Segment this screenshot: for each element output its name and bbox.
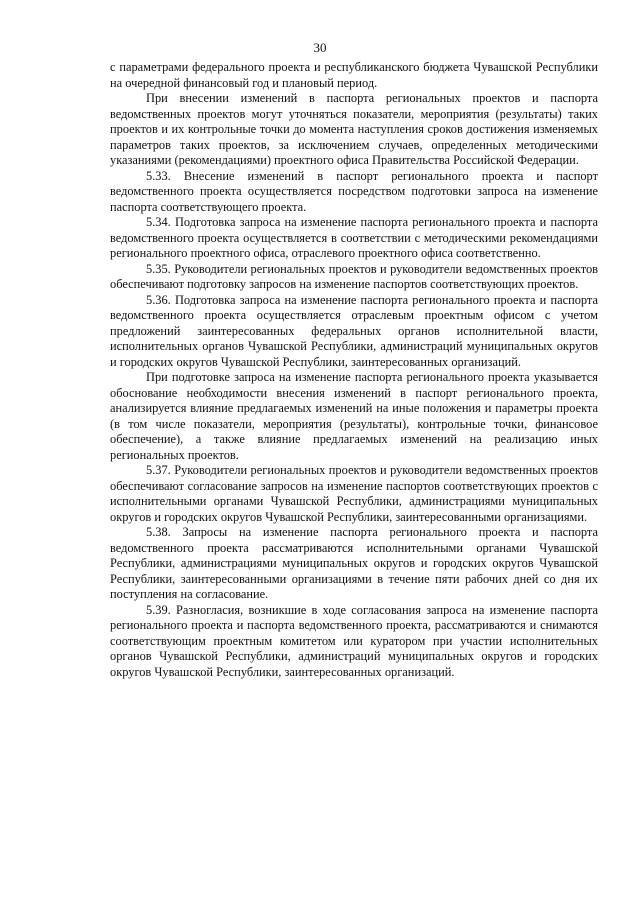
paragraph-passport-changes: При внесении изменений в паспорта региональных проектов и паспорта ведомственных проектов могут уточняться показатели, мероприятия (результаты) таких проектов и их контрольные точки до момента наступления сроков достижения изменяемых параметров таких проектов, за исключением случаев, определенных методическими указаниями (рекомендациями) проектного офиса Правительства Российской Федерации. bbox=[110, 91, 598, 167]
document-body bbox=[110, 60, 598, 680]
paragraph-continuation: с параметрами федерального проекта и республиканского бюджета Чувашской Республики на очередной финансовый год и плановый период. bbox=[110, 60, 598, 90]
page-number: 30 bbox=[313, 40, 327, 55]
paragraph-5-34: 5.34. Подготовка запроса на изменение паспорта регионального проекта и паспорта ведомственного проекта осуществляется в соответствии с методическими рекомендациями регионального проектного офиса, отраслевого проектного офиса соответственно. bbox=[110, 215, 598, 260]
paragraph-5-37: 5.37. Руководители региональных проектов и руководители ведомственных проектов обеспечивают согласование запросов на изменение паспортов соответствующих проектов с исполнительными органами Чувашской Республики, администрациями муниципальных округов и городских округов Чувашской Республики, заинтересованными организациями. bbox=[110, 463, 598, 524]
paragraph-5-35: 5.35. Руководители региональных проектов и руководители ведомственных проектов обеспечивают подготовку запросов на изменение паспортов соответствующих проектов. bbox=[110, 261, 598, 291]
paragraph-5-39: 5.39. Разногласия, возникшие в ходе согласования запроса на изменение паспорта регионального проекта и паспорта ведомственного проекта, рассматриваются и снимаются соответствующим проектным комитетом или куратором при участии исполнительных органов Чувашской Республики, администраций муниципальных округов и городских округов Чувашской Республики, заинтересованных организаций. bbox=[110, 602, 598, 679]
paragraph-5-38: 5.38. Запросы на изменение паспорта регионального проекта и паспорта ведомственного проекта рассматриваются исполнительными органами Чувашской Республики, администрациями муниципальных округов и городских округов Чувашской Республики, заинтересованными организациями в течение пяти рабочих дней со дня их поступления на согласование. bbox=[110, 525, 598, 601]
paragraph-5-36: 5.36. Подготовка запроса на изменение паспорта регионального проекта и паспорта ведомственного проекта осуществляется отраслевым проектным офисом с учетом предложений заинтересованных федеральных органов исполнительной власти, исполнительных органов Чувашской Республики, администраций муниципальных округов и городских округов Чувашской Республики, заинтересованных организаций. bbox=[110, 292, 598, 369]
paragraph-request-justification: При подготовке запроса на изменение паспорта регионального проекта указывается обоснование необходимости внесения изменений в паспорт регионального проекта, анализируется влияние предлагаемых изменений на иные положения и параметры проекта (в том числе показатели, мероприятия (результаты), контрольные точки, финансовое обеспечение), а также влияние предлагаемых изменений на реализацию иных региональных проектов. bbox=[110, 370, 598, 462]
paragraph-5-33: 5.33. Внесение изменений в паспорт регионального проекта и паспорт ведомственного проекта осуществляется посредством подготовки запроса на изменение паспорта соответствующего проекта. bbox=[110, 168, 598, 214]
